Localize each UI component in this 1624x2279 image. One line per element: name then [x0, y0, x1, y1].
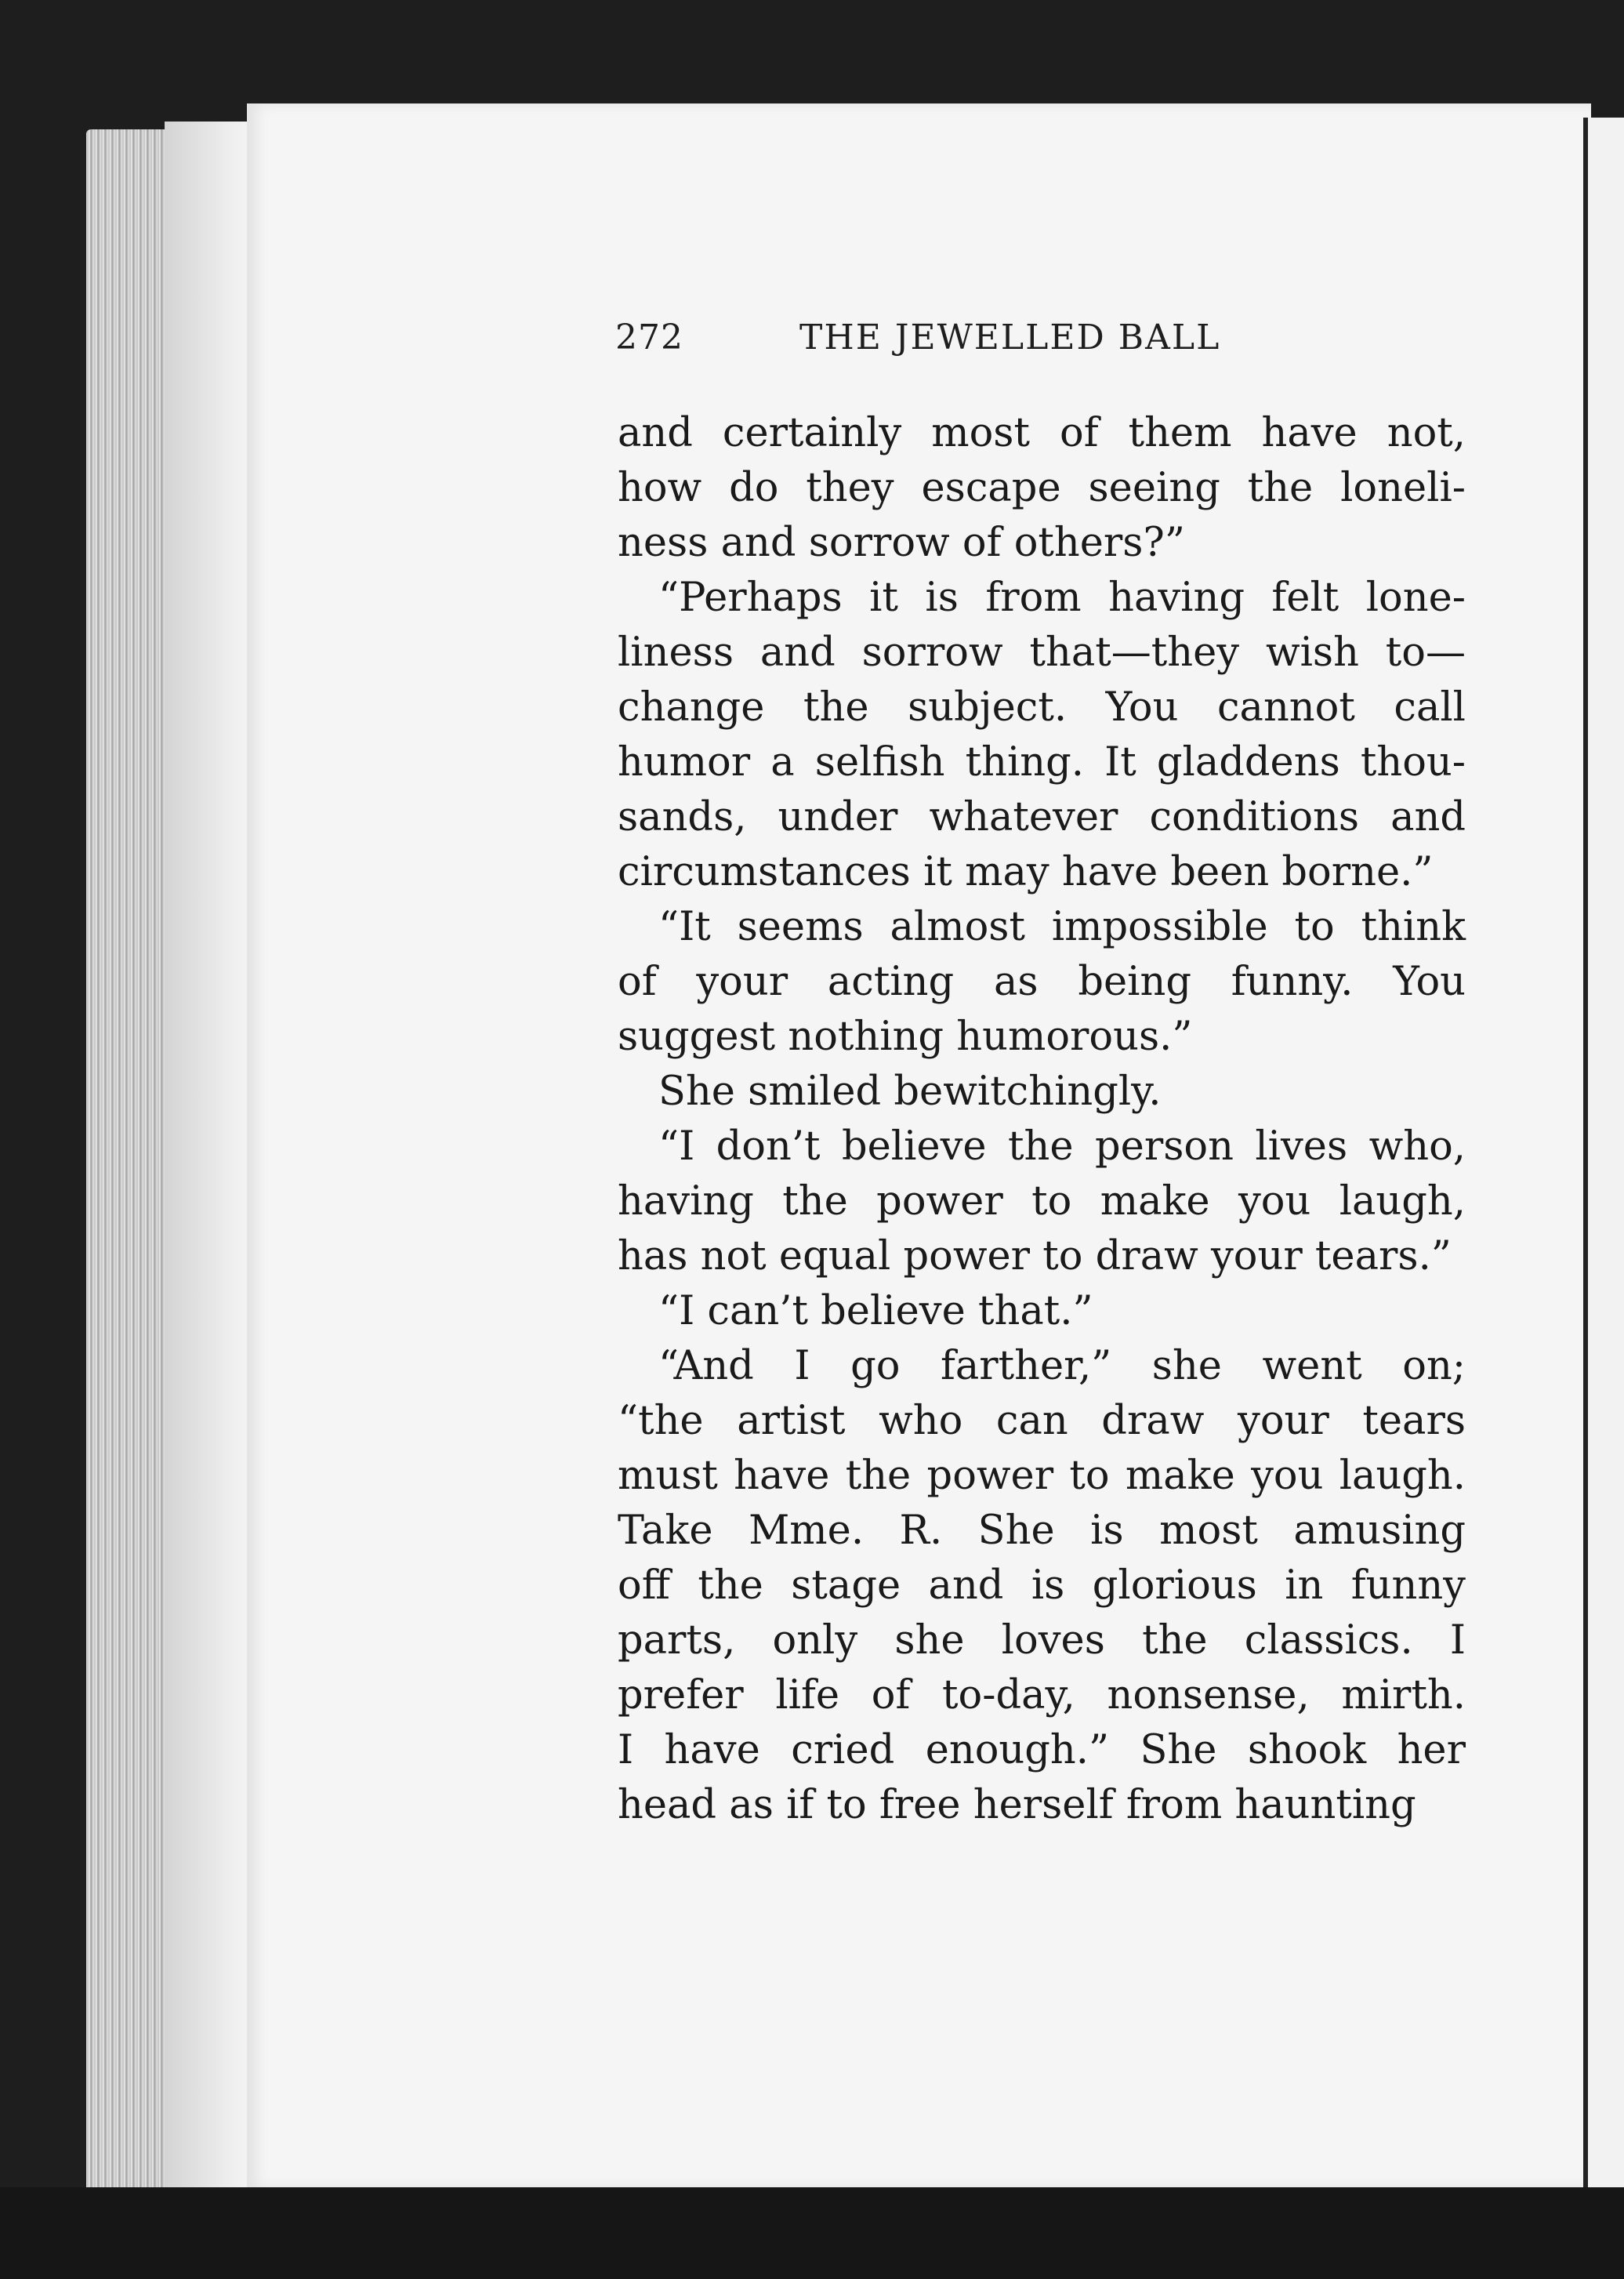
text-line: “Perhaps it is from having felt lone-: [658, 575, 1466, 621]
text-line: “I don’t believe the person lives who,: [658, 1123, 1466, 1170]
text-line: circumstances it may have been borne.”: [618, 849, 1434, 895]
paragraph: [618, 406, 1466, 571]
text-line: has not equal power to draw your tears.”: [618, 1233, 1452, 1279]
text-line: head as if to free herself from haunting: [618, 1782, 1416, 1828]
text-line: suggest nothing humorous.”: [618, 1014, 1193, 1060]
paragraph: [618, 1120, 1466, 1284]
text-line: “I can’t believe that.”: [658, 1288, 1093, 1334]
paragraph: [618, 1339, 1466, 1833]
paragraph: [618, 1065, 1466, 1120]
text-line: She smiled bewitchingly.: [658, 1069, 1162, 1115]
running-header: [615, 318, 1462, 372]
paragraph: [618, 900, 1466, 1065]
paragraph: [618, 571, 1466, 900]
text-line: must have the power to make you laugh.: [618, 1453, 1466, 1499]
text-line: of your acting as being funny. You: [618, 959, 1466, 1005]
text-line: how do they escape seeing the loneli-: [618, 465, 1466, 511]
running-title: THE JEWELLED BALL: [799, 318, 1221, 357]
page-gutter: [165, 122, 259, 2199]
page-number: 272: [615, 318, 683, 357]
text-line: having the power to make you laugh,: [618, 1178, 1466, 1225]
text-line: “the artist who can draw your tears: [618, 1398, 1466, 1444]
body-text: [618, 406, 1466, 1833]
text-line: prefer life of to-day, nonsense, mirth.: [618, 1672, 1466, 1718]
text-line: Take Mme. R. She is most amusing: [618, 1508, 1466, 1554]
scan-bottom-margin: [0, 2187, 1624, 2279]
text-line: humor a selfish thing. It gladdens thou-: [618, 739, 1466, 786]
text-line: sands, under whatever conditions and: [618, 794, 1466, 840]
facing-page-edge: [1583, 118, 1624, 2234]
text-line: “And I go farther,” she went on;: [658, 1343, 1466, 1389]
text-line: ness and sorrow of others?”: [618, 520, 1185, 566]
text-line: and certainly most of them have not,: [618, 410, 1466, 456]
paragraph: [618, 1284, 1466, 1339]
text-line: “It seems almost impossible to think: [658, 904, 1466, 950]
text-line: change the subject. You cannot call: [618, 684, 1466, 731]
text-line: I have cried enough.” She shook her: [618, 1727, 1466, 1773]
text-line: parts, only she loves the classics. I: [618, 1617, 1466, 1664]
text-line: liness and sorrow that—they wish to—: [618, 630, 1466, 676]
text-line: off the stage and is glorious in funny: [618, 1562, 1466, 1609]
